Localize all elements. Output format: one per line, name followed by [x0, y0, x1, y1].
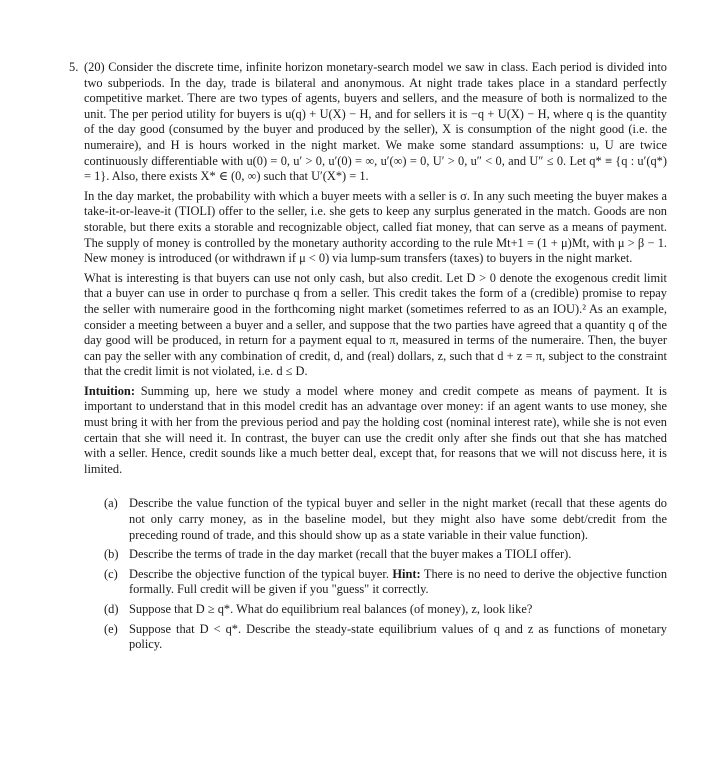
- question-label: (a): [104, 496, 118, 511]
- paragraph-4: [84, 384, 667, 478]
- question-text: Suppose that D ≥ q*. What do equilibrium real balances (of money), z, look like?: [129, 602, 533, 616]
- paragraph-4-text: Summing up, here we study a model where money and credit compete as means of payment. It is important to understand that in this model credit has an advantage over money: if an agent wants to use money, she must bring it with her from the previous period and pay the holding cost (nominal interest rate), while she is not even certain that she will need it. In contrast, the buyer can use the credit only after she finds out that she has matched with a seller. Hence, credit sounds like a much better deal, except that, for reasons that we will not discuss here, it is limited.: [84, 383, 667, 476]
- problem-document: [69, 60, 667, 657]
- question-text: Describe the terms of trade in the day market (recall that the buyer makes a TIOLI offer).: [129, 547, 572, 562]
- paragraph-3: What is interesting is that buyers can use not only cash, but also credit. Let D > 0 denote the exogenous credit limit that a buyer can use in order to purchase q from a seller. This credit takes the form of a (credible) promise to repay the seller with numeraire good in the forthcoming night market (sometimes referred to as an IOU).² As an example, consider a meeting between a buyer and a seller, and suppose that the two parties have agreed that a quantity q of the day good will be produced, in return for a payment equal to π, measured in terms of the numeraire. Then, the buyer can pay the seller with any combination of credit, d, and (real) dollars, z, such that d + z = π, subject to the constraint that the credit limit is not violated, i.e. d ≤ D.: [84, 270, 667, 379]
- paragraph-1-text: Consider the discrete time, infinite horizon monetary-search model we saw in class. Each period is divided into two subperiods. In the day, trade is bilateral and anonymous. At night trade takes place in a standard perfectly competitive market. There are two types of agents, buyers and sellers, and the measure of both is normalized to the unit. The per period utility for buyers is u(q) + U(X) − H, and for sellers it is −q + U(X) − H, where q is the quantity of the day good (consumed by the buyer and produced by the seller), X is consumption of the night good (i.e. the numeraire), and H is hours worked in the night market. We make some standard assumptions: u, U are twice continuously differentiable with u(0) = 0, u′ > 0, u′(0) = ∞, u′(∞) = 0, U′ > 0, u″ < 0, and U″ ≤ 0. Let q* ≡ {q : u′(q*) = 1}. Also, there exists X* ∈ (0, ∞) such that U′(X*) = 1.: [84, 60, 667, 184]
- question-label: (e): [104, 621, 118, 636]
- question-text: Describe the value function of the typical buyer and seller in the night market (recall that these agents do not only carry money, as in the baseline model, but they might also have some debt/credit from the preceding round of trade, and this should show up as a state variable in their value function).: [129, 496, 667, 542]
- question-item-b: [104, 547, 667, 563]
- question-item-e: [104, 622, 667, 653]
- question-label: (b): [104, 547, 119, 562]
- question-label: (d): [104, 602, 119, 616]
- question-text: Suppose that D < q*. Describe the steady-state equilibrium values of q and z as functions of monetary policy.: [129, 621, 667, 652]
- question-item-d: [104, 602, 667, 618]
- question-text: Describe the objective function of the typical buyer.: [129, 566, 389, 581]
- problem-intro-paragraph: [84, 60, 667, 185]
- question-item-c: [104, 567, 667, 598]
- problem-number: 5.: [69, 60, 79, 74]
- hint-label: Hint:: [392, 566, 421, 581]
- problem-points: (20): [84, 60, 105, 74]
- question-label: (c): [104, 566, 118, 581]
- hint-text: There is no need to derive the objective function formally. Full credit will be given if you "guess" it correctly.: [129, 566, 668, 597]
- question-list: [84, 496, 667, 652]
- problem-5: [69, 60, 667, 653]
- intuition-label: Intuition:: [84, 383, 135, 398]
- paragraph-2: In the day market, the probability with which a buyer meets with a seller is σ. In any such meeting the buyer makes a take-it-or-leave-it (TIOLI) offer to the seller, i.e. she gets to keep any surplus generated in the match. Goods are non storable, but there exits a storable and recognizable object, called fiat money, that can serve as a means of payment. The supply of money is controlled by the monetary authority according to the rule Mt+1 = (1 + μ)Mt, with μ > β − 1. New money is introduced (or withdrawn if μ < 0) via lump-sum transfers (taxes) to buyers in the night market.: [84, 188, 667, 266]
- question-item-a: [104, 496, 667, 543]
